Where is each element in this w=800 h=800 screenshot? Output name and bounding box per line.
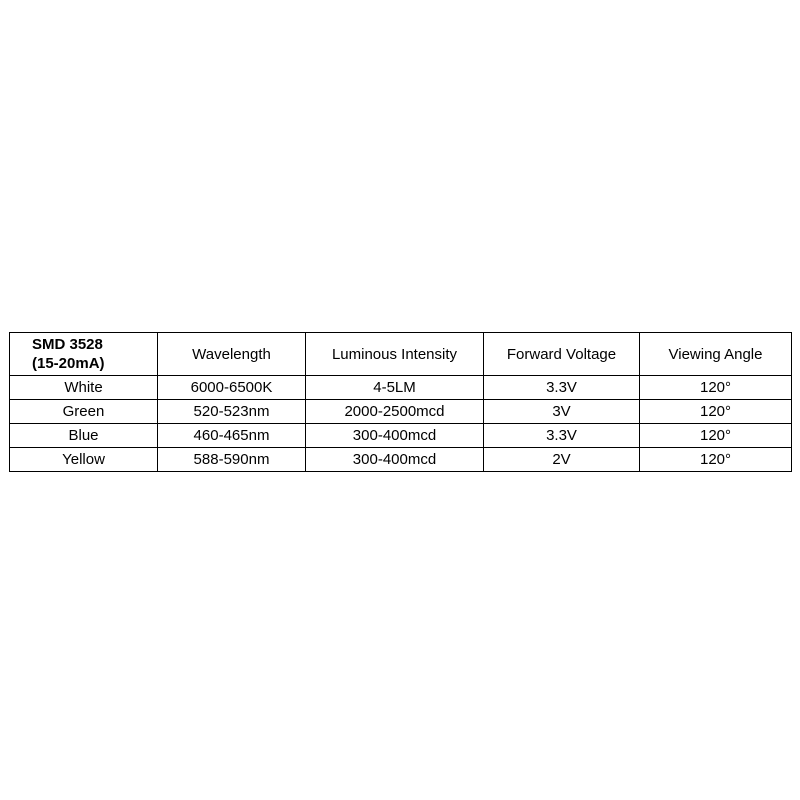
voltage-cell: 3.3V: [484, 424, 640, 448]
angle-cell: 120°: [640, 424, 792, 448]
header-luminous-intensity: Luminous Intensity: [306, 333, 484, 376]
intensity-cell: 300-400mcd: [306, 448, 484, 472]
wavelength-cell: 460-465nm: [158, 424, 306, 448]
voltage-cell: 2V: [484, 448, 640, 472]
model-label: SMD 3528: [32, 336, 103, 353]
color-cell: Green: [10, 400, 158, 424]
header-wavelength: Wavelength: [158, 333, 306, 376]
table-row: [10, 376, 792, 400]
current-label: (15-20mA): [32, 355, 105, 372]
voltage-cell: 3.3V: [484, 376, 640, 400]
angle-cell: 120°: [640, 448, 792, 472]
wavelength-cell: 6000-6500K: [158, 376, 306, 400]
wavelength-cell: 520-523nm: [158, 400, 306, 424]
intensity-cell: 300-400mcd: [306, 424, 484, 448]
voltage-cell: 3V: [484, 400, 640, 424]
angle-cell: 120°: [640, 400, 792, 424]
header-row: [10, 333, 792, 376]
header-viewing-angle: Viewing Angle: [640, 333, 792, 376]
intensity-cell: 2000-2500mcd: [306, 400, 484, 424]
intensity-cell: 4-5LM: [306, 376, 484, 400]
table-row: [10, 400, 792, 424]
led-spec-table: [9, 332, 792, 472]
color-cell: White: [10, 376, 158, 400]
color-cell: Yellow: [10, 448, 158, 472]
wavelength-cell: 588-590nm: [158, 448, 306, 472]
table-row: [10, 424, 792, 448]
angle-cell: 120°: [640, 376, 792, 400]
header-forward-voltage: Forward Voltage: [484, 333, 640, 376]
color-cell: Blue: [10, 424, 158, 448]
corner-header: [10, 333, 158, 376]
table-row: [10, 448, 792, 472]
